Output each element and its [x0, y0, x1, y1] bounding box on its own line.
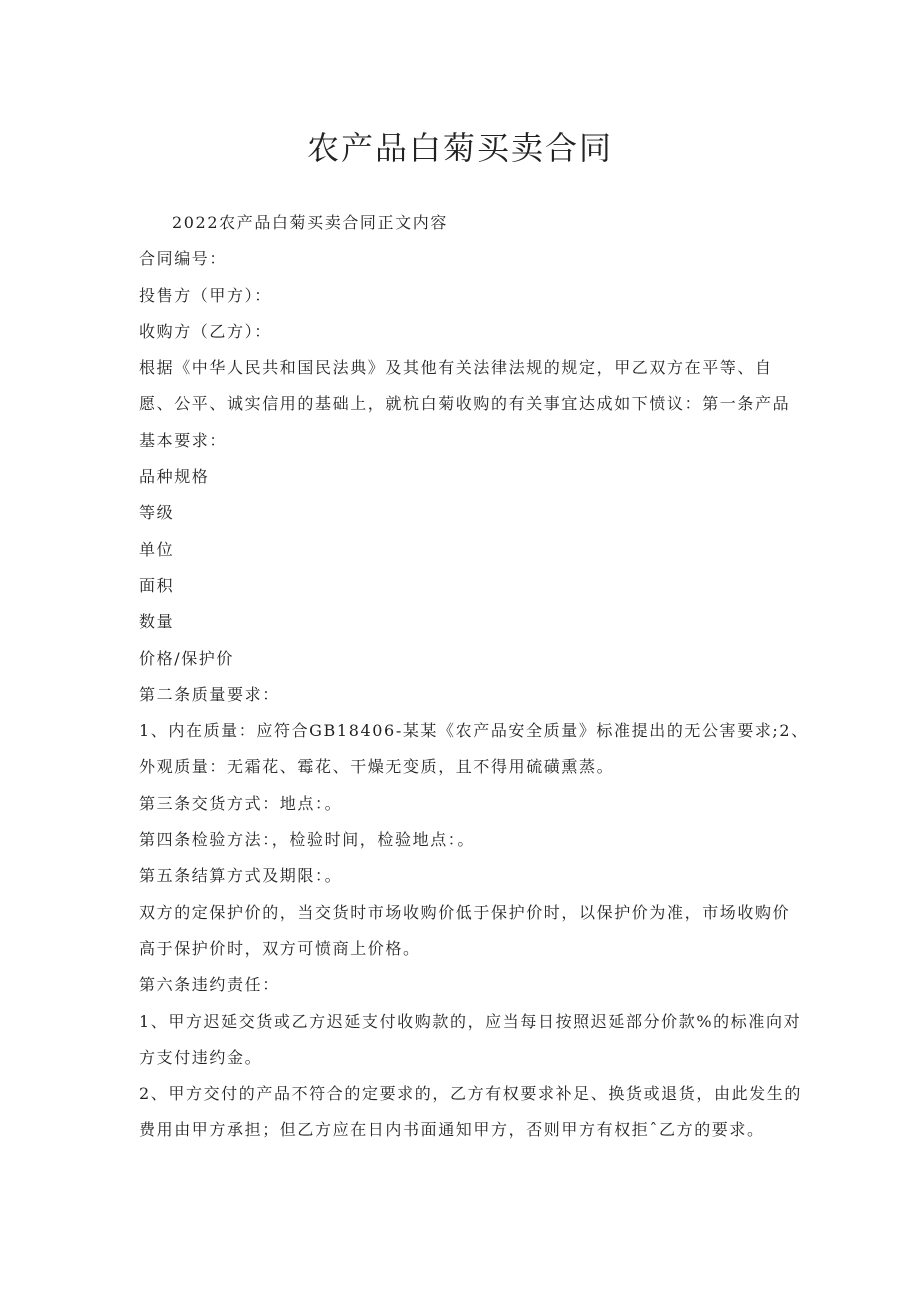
article-3: 第三条交货方式：地点：。	[139, 793, 343, 813]
article-6-clause-2-line-2: 费用由甲方承担；但乙方应在日内书面通知甲方，否则甲方有权拒ˆ乙方的要求。	[139, 1120, 765, 1140]
party-a-label: 投售方（甲方）：	[139, 285, 272, 305]
article-6-clause-2-line-1: 2、甲方交付的产品不符合的定要求的，乙方有权要求补足、换货或退货，由此发生的	[139, 1084, 802, 1104]
contract-number-label: 合同编号：	[139, 249, 228, 269]
article-6-clause-1-line-2: 方支付违约金。	[139, 1047, 263, 1067]
document-body	[139, 205, 809, 1149]
spec-item-grade: 等级	[139, 503, 175, 523]
preamble-line-3: 基本要求：	[139, 430, 228, 450]
article-5-line-2: 高于保护价时，双方可愤商上价格。	[139, 938, 421, 958]
spec-item-price: 价格/保护价	[139, 648, 234, 668]
spec-item-quantity: 数量	[139, 612, 175, 632]
party-b-label: 收购方（乙方）：	[139, 321, 272, 341]
article-4: 第四条检验方法：，检验时间，检验地点：。	[139, 830, 476, 850]
intro-heading: 2022农产品白菊买卖合同正文内容	[172, 213, 448, 232]
spec-item-variety: 品种规格	[139, 467, 210, 487]
preamble-line-1: 根据《中华人民共和国民法典》及其他有关法律法规的规定，甲乙双方在平等、自	[139, 358, 773, 378]
article-2-heading: 第二条质量要求：	[139, 684, 280, 704]
document-title: 农产品白菊买卖合同	[306, 129, 613, 167]
article-6-clause-1-line-1: 1、甲方迟延交货或乙方迟延支付收购款的，应当每日按照迟延部分价款%的标准向对	[139, 1011, 802, 1031]
spec-item-unit: 单位	[139, 539, 175, 559]
article-2-line-2: 外观质量：无霜花、霉花、干燥无变质，且不得用硫磺熏蒸。	[139, 757, 615, 777]
article-6-heading: 第六条违约责任：	[139, 975, 280, 995]
article-5: 第五条结算方式及期限：。	[139, 866, 343, 886]
article-5-line-1: 双方的定保护价的，当交货时市场收购价低于保护价时，以保护价为准，市场收购价	[139, 902, 791, 922]
article-2-line-1: 1、内在质量：应符合GB18406-某某《农产品安全质量》标准提出的无公害要求;2、	[139, 721, 809, 741]
preamble-line-2: 愿、公平、诚实信用的基础上，就杭白菊收购的有关事宜达成如下愤议：第一条产品	[139, 394, 791, 414]
spec-item-area: 面积	[139, 575, 175, 595]
